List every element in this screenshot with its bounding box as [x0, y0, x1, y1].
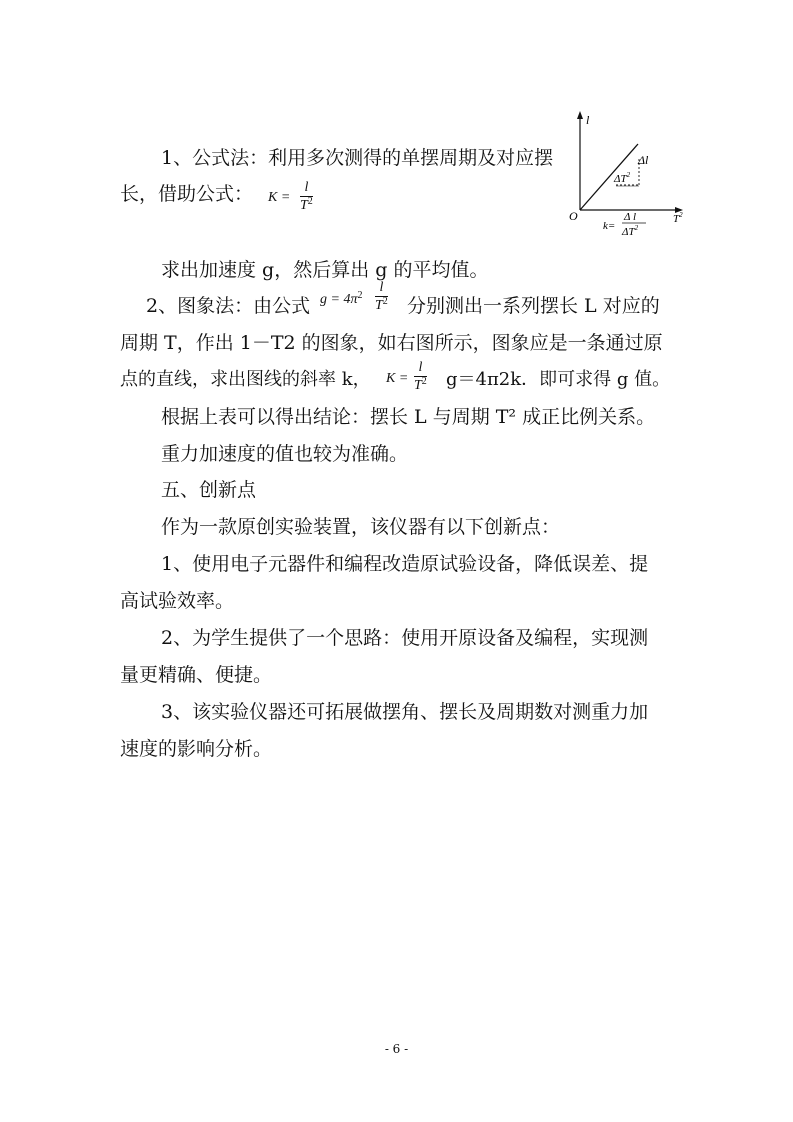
- item2-line1: 2、为学生提供了一个思路：使用开原设备及编程，实现测: [161, 627, 649, 649]
- l-vs-t2-graph: [560, 108, 705, 238]
- intro: 作为一款原创实验装置，该仪器有以下创新点：: [161, 516, 561, 538]
- formula-g-numerator: l: [379, 280, 384, 295]
- formula-k-numerator: l: [304, 180, 309, 195]
- x-axis-label-exp: 2: [679, 211, 683, 219]
- delta-l-label: Δl: [638, 153, 649, 167]
- formula-k-denominator: [300, 198, 313, 214]
- slope-denominator: [621, 224, 639, 238]
- conclusion: 根据上表可以得出结论：摆长 L 与周期 T² 成正比例关系。: [161, 406, 656, 428]
- y-axis-label: l: [586, 113, 590, 127]
- para2-line1-start: 2、图象法：由公式: [146, 295, 311, 317]
- delta-t-label-base: ΔT: [614, 173, 627, 185]
- formula-g-lhs: [320, 292, 362, 308]
- page-number: - 6 -: [384, 1042, 409, 1056]
- formula-k2-den-exp: 2: [421, 376, 427, 387]
- formula-k-lhs: K =: [268, 190, 291, 205]
- item3-line2: 速度的影响分析。: [120, 738, 273, 760]
- x-axis-label-base: T: [673, 213, 680, 225]
- x-axis-label: [673, 211, 683, 225]
- para1b: 求出加速度 g，然后算出 g 的平均值。: [161, 259, 489, 281]
- formula-k2-fraction: [414, 360, 427, 394]
- slope-den-exp: 2: [634, 224, 639, 232]
- slope-lhs: k=: [603, 220, 616, 232]
- delta-t-label: [613, 171, 631, 185]
- formula-g-denominator: [375, 298, 388, 314]
- formula-k2-lhs: K =: [386, 371, 409, 386]
- formula-k2-den-base: T: [414, 378, 422, 393]
- item3-line1: 3、该实验仪器还可拓展做摆角、摆长及周期数对测重力加: [161, 701, 649, 723]
- para1-line1: 1、公式法：利用多次测得的单摆周期及对应摆: [161, 147, 554, 169]
- para2-line2: 周期 T，作出 1－T2 的图象，如右图所示，图象应是一条通过原: [120, 332, 663, 354]
- origin-label: O: [569, 209, 578, 223]
- para2-line3-end: g＝4π2k．即可求得 g 值。: [446, 369, 671, 390]
- slope-numerator: Δ l: [624, 211, 637, 223]
- formula-g-lhs-text: g = 4π: [320, 292, 358, 307]
- formula-k-den-base: T: [300, 198, 308, 213]
- slope-den-base: ΔT: [622, 226, 635, 238]
- accuracy: 重力加速度的值也较为准确。: [161, 443, 409, 465]
- section-heading: 五、创新点: [161, 479, 257, 501]
- formula-k-fraction: [300, 180, 313, 214]
- formula-g-fraction: [375, 280, 388, 314]
- item1-line2: 高试验效率。: [120, 590, 235, 612]
- delta-t-label-exp: 2: [626, 171, 631, 179]
- formula-g-den-base: T: [375, 298, 383, 313]
- item2-line2: 量更精确、便捷。: [120, 664, 273, 686]
- para2-line3-start: 点的直线，求出图线的斜率 k，: [120, 369, 371, 390]
- formula-g-den-exp: 2: [382, 296, 388, 307]
- para1-line2: 长，借助公式：: [120, 183, 254, 205]
- para2-line1-end: 分别测出一系列摆长 L 对应的: [407, 295, 660, 317]
- formula-g-pi-exp: 2: [357, 290, 363, 301]
- formula-k-den-exp: 2: [307, 196, 313, 207]
- formula-k2-denominator: [414, 378, 427, 394]
- formula-k2-numerator: l: [418, 360, 423, 375]
- item1-line1: 1、使用电子元器件和编程改造原试验设备，降低误差、提: [161, 553, 649, 575]
- y-axis-arrow: [577, 111, 583, 119]
